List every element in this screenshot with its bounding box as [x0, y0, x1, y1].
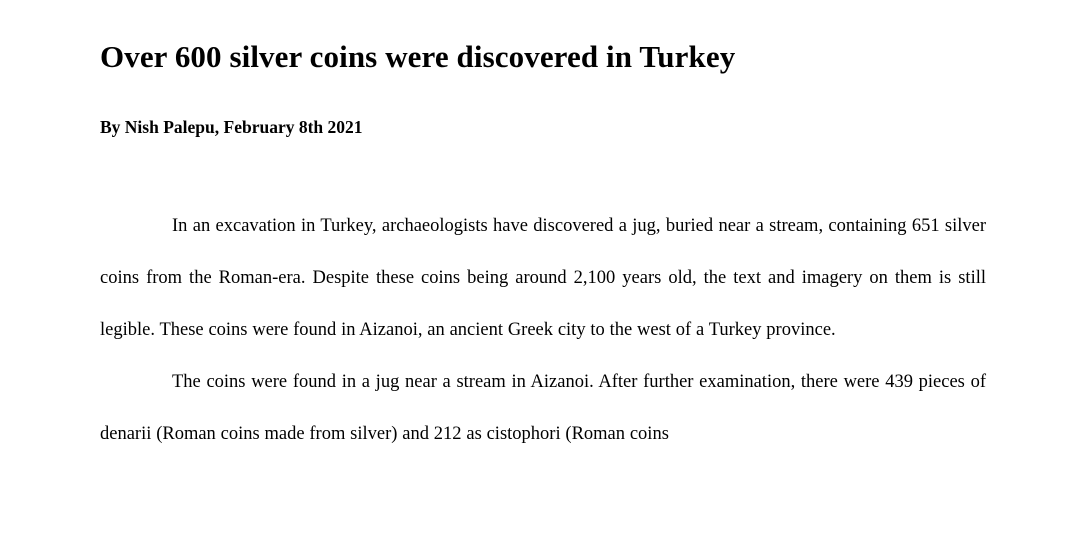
- paragraph: The coins were found in a jug near a stream in Aizanoi. After further examination, there were 439 pieces of denarii (Roman coins made from silver) and 212 as cistophori (Roman coins: [100, 372, 986, 445]
- document-body: [100, 138, 986, 460]
- paragraph: In an excavation in Turkey, archaeologists have discovered a jug, buried near a stream, containing 651 silver coins from the Roman-era. Despite these coins being around 2,100 years old, the text and imagery on them is still legible. These coins were found in Aizanoi, an ancient Greek city to the west of a Turkey province.: [100, 216, 986, 341]
- byline: By Nish Palepu, February 8th 2021: [100, 117, 363, 138]
- page-title: Over 600 silver coins were discovered in Turkey: [100, 39, 736, 74]
